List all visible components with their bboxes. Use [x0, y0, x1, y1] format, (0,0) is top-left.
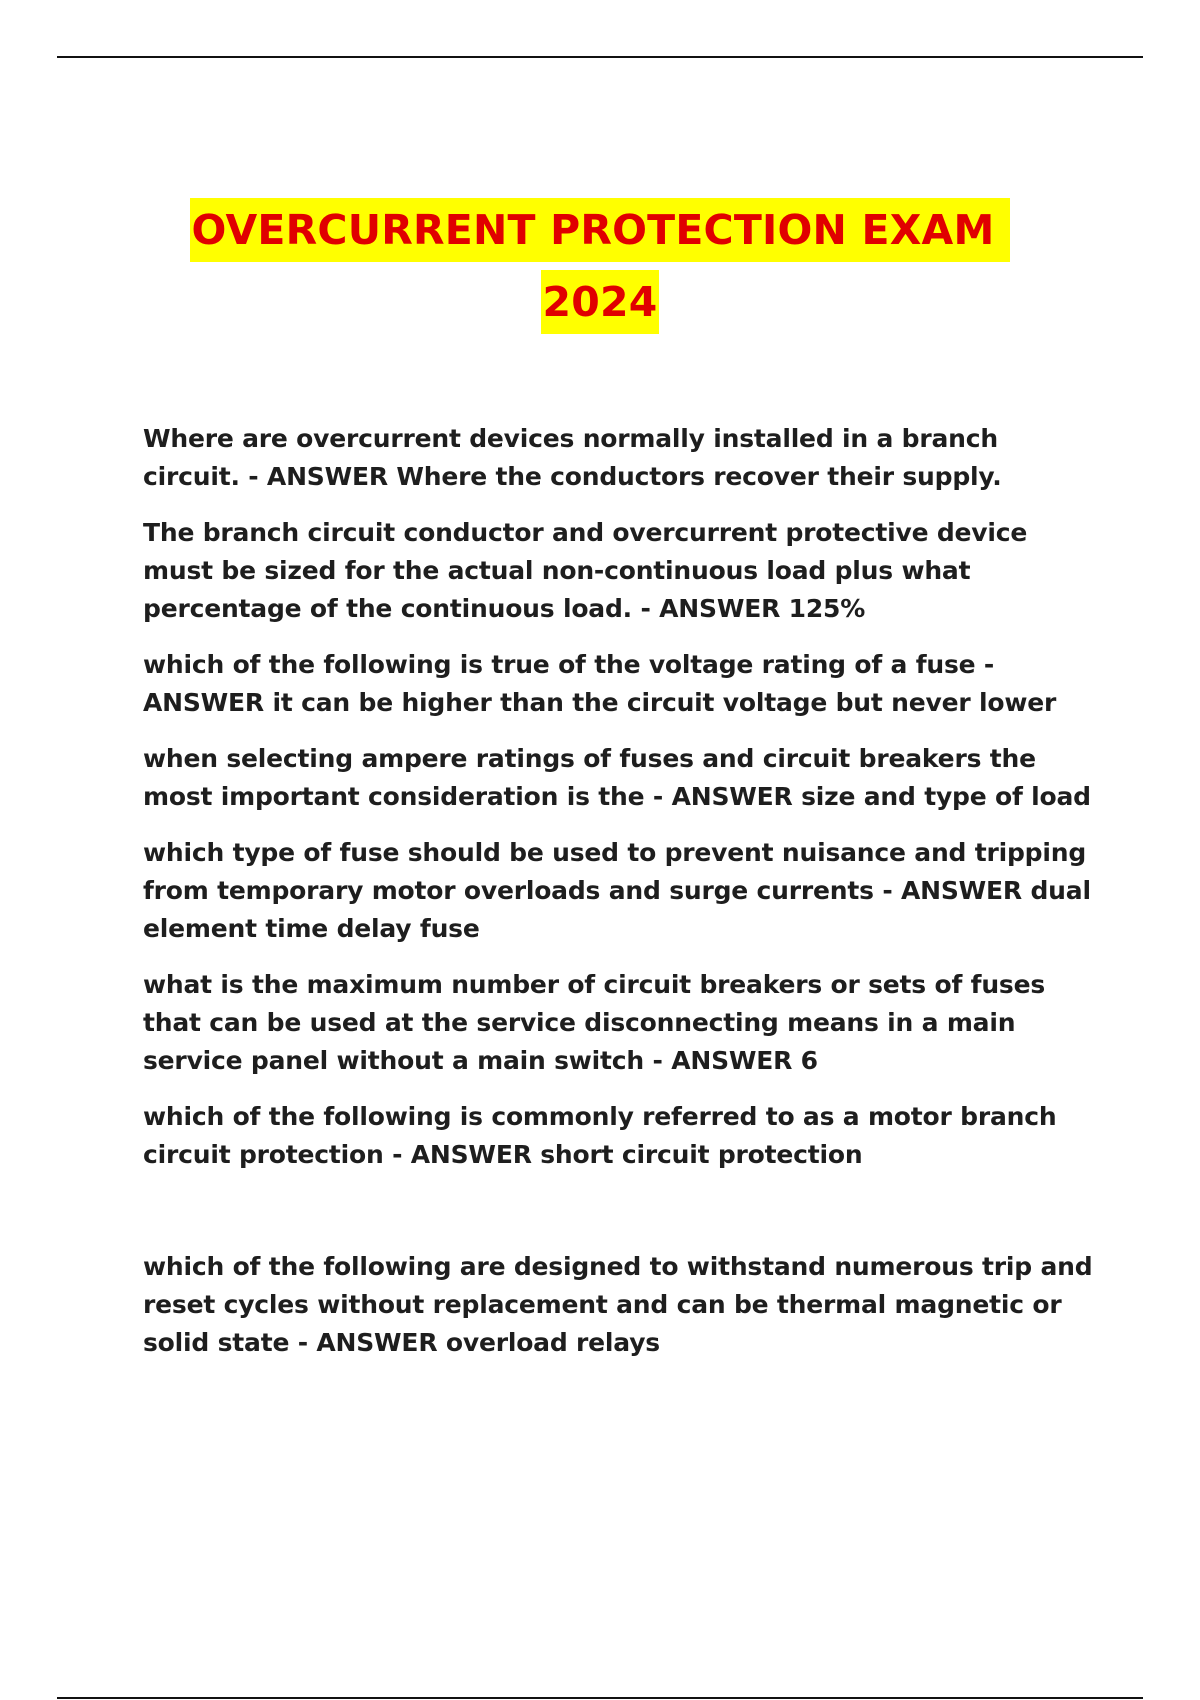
bottom-rule [57, 1697, 1143, 1699]
title-line-2: 2024 [541, 270, 660, 334]
qa-item-4: when selecting ampere ratings of fuses and circuit breakers the most important consideration is the - ANSWER size and type of load [143, 744, 1091, 811]
qa-item-7: which of the following is commonly referred to as a motor branch circuit protection - ANSWER short circuit protection [143, 1102, 1057, 1169]
qa-item-1: Where are overcurrent devices normally installed in a branch circuit. - ANSWER Where the conductors recover their supply. [143, 424, 1002, 491]
question-answer-list [143, 420, 1103, 1380]
qa-item-6: what is the maximum number of circuit breakers or sets of fuses that can be used at the service disconnecting means in a main service panel without a main switch - ANSWER 6 [143, 970, 1046, 1075]
title-line-1: OVERCURRENT PROTECTION EXAM [190, 198, 1011, 262]
qa-item-5: which type of fuse should be used to prevent nuisance and tripping from temporary motor overloads and surge currents - ANSWER dual element time delay fuse [143, 838, 1091, 943]
qa-item-3: which of the following is true of the voltage rating of a fuse - ANSWER it can be higher than the circuit voltage but never lower [143, 650, 1057, 717]
document-title [0, 198, 1200, 334]
top-rule [57, 56, 1143, 58]
qa-item-2: The branch circuit conductor and overcurrent protective device must be sized for the actual non-continuous load plus what percentage of the continuous load. - ANSWER 125% [143, 518, 1028, 623]
qa-item-8: which of the following are designed to withstand numerous trip and reset cycles without replacement and can be thermal magnetic or solid state - ANSWER overload relays [143, 1252, 1093, 1357]
